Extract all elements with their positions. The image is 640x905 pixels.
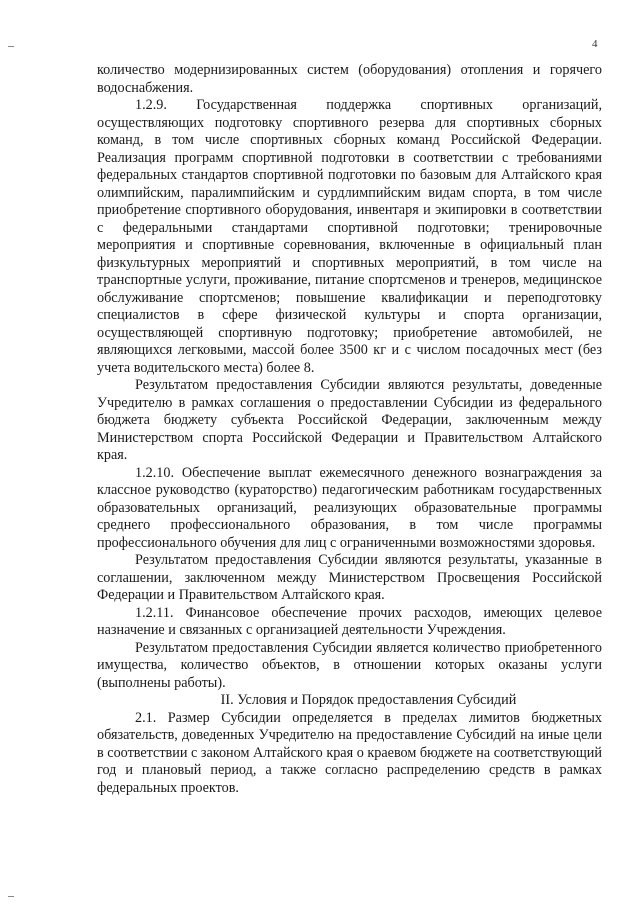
paragraph-result-1-2-9: Результатом предоставления Субсидии являются результаты, доведенные Учредителю в рамках соглашения о предоставлении Субсидии из федерального бюджета бюджету субъекта Российской Федерации, заключенным между Министерством спорта Российской Федерации и Правительством Алтайского края. xyxy=(97,377,602,463)
paragraph-1-2-9: 1.2.9. Государственная поддержка спортивных организаций, осуществляющих подготовку спортивного резерва для спортивных сборных команд, в том числе спортивных сборных команд Российской Федерации. Реализация программ спортивной подготовки в соответствии с требованиями федеральных стандартов спортивной подготовки по базовым для Алтайского края олимпийским, паралимпийским и сурдлимпийским видам спорта, в том числе приобретение спортивного оборудования, инвентаря и экипировки в соответствии с федеральными стандартами спортивной подготовки; тренировочные мероприятия и спортивные соревнования, включенные в официальный план физкультурных мероприятий и спортивных мероприятий, в том числе на транспортные услуги, проживание, питание спортсменов и тренеров, медицинское обслуживание спортсменов; повышение квалификации и переподготовку специалистов в сфере физической культуры и спорта организации, осуществляющей спортивную подготовку; приобретение автомобилей, не являющихся легковыми, массой более 3500 кг и с числом посадочных мест (без учета водительского места) более 8. xyxy=(97,97,602,376)
paragraph-2-1: 2.1. Размер Субсидии определяется в пределах лимитов бюджетных обязательств, доведенных Учредителю на предоставление Субсидий на иные цели в соответствии с законом Алтайского края о краевом бюджете на соответствующий год и плановый период, а также согласно распределению средств в рамках федеральных проектов. xyxy=(97,709,602,796)
paragraph-1-2-11: 1.2.11. Финансовое обеспечение прочих расходов, имеющих целевое назначение и связанных с организацией деятельности Учреждения. xyxy=(97,604,602,638)
margin-mark xyxy=(8,896,14,897)
paragraph-continuation: количество модернизированных систем (оборудования) отопления и горячего водоснабжения. xyxy=(97,62,602,96)
document-body xyxy=(97,62,602,797)
paragraph-result-1-2-11: Результатом предоставления Субсидии является количество приобретенного имущества, количество объектов, в отношении которых оказаны услуги (выполнены работы). xyxy=(97,639,602,691)
section-heading: II. Условия и Порядок предоставления Субсидий xyxy=(220,692,517,708)
margin-mark xyxy=(8,46,14,47)
paragraph-1-2-10: 1.2.10. Обеспечение выплат ежемесячного денежного вознаграждения за классное руководство (кураторство) педагогическим работникам государственных образовательных организаций, реализующих образовательные программы среднего профессионального образования, в том числе программы профессионального обучения для лиц с ограниченными возможностями здоровья. xyxy=(97,464,602,551)
page-number: 4 xyxy=(592,38,598,50)
paragraph-result-1-2-10: Результатом предоставления Субсидии являются результаты, указанные в соглашении, заключенном между Министерством Просвещения Российской Федерации и Правительством Алтайского края. xyxy=(97,552,602,603)
